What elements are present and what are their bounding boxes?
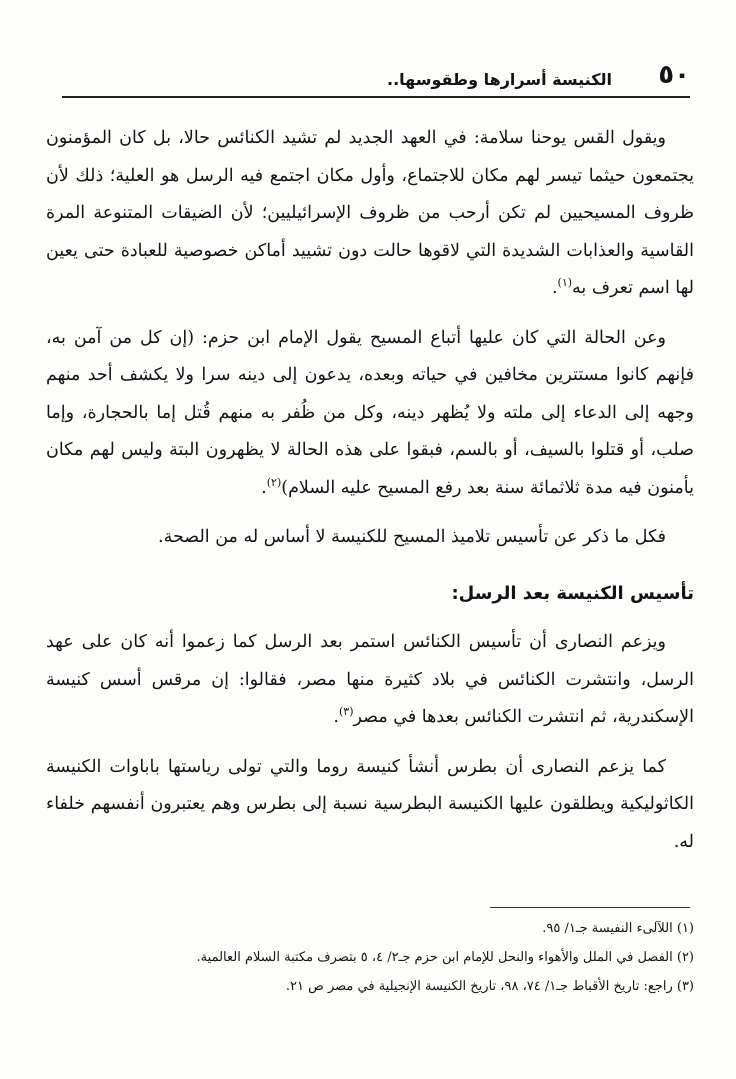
paragraph-2: وعن الحالة التي كان عليها أتباع المسيح يقول الإمام ابن حزم: (إن كل من آمن به، فإنهم كانوا مستترين مخافين في حياته وبعده، يدعون إلى دينه سرا ولا يكشف أحد منهم وجهه إلى الدعاء إلى ملته ولا يُظهر دينه، وكل من ظُفر به منهم قُتل إما بالحجارة، وإما صلب، أو قتلوا بالسيف، أو بالسم، فبقوا على هذه الحالة لا يظهرون البتة وليس لهم مكان يأمنون فيه مدة ثلاثمائة سنة بعد رفع المسيح عليه السلام)$^{(٢)}$. xyxy=(46,327,694,498)
footnote-ref-3: (٣) xyxy=(338,705,354,719)
paragraph-4-text: ويزعم النصارى أن تأسيس الكنائس استمر بعد الرسل كما زعموا أنه كان على عهد الرسل، وانتشرت الكنائس في بلاد كثيرة منها مصر، فقالوا: إن مرقس أسس كنيسة الإسكندرية، ثم انتشرت الكنائس بعدها في مصر xyxy=(46,632,694,727)
paragraph-4: ويزعم النصارى أن تأسيس الكنائس استمر بعد الرسل كما زعموا أنه كان على عهد الرسل، وانتشرت الكنائس في بلاد كثيرة منها مصر، فقالوا: إن مرقس أسس كنيسة الإسكندرية، ثم انتشرت الكنائس بعدها في مصر$^{(٣)}$. xyxy=(46,632,694,727)
paragraph-1-text: ويقول القس يوحنا سلامة: في العهد الجديد لم تشيد الكنائس حالا، بل كان المؤمنون يجتمعون حيثما تيسر لهم مكان للاجتماع، وأول مكان اجتمع فيه الرسل هو العلية؛ ذلك لأن ظروف المسيحيين لم تكن أرحب من ظروف الإسرائيليين؛ لأن الضيقات المتنوعة المرة القاسية والعذابات الشديدة التي لاقوها حالت دون تشييد أماكن خصوصية للعبادة حتى يعين لها اسم تعرف به xyxy=(46,128,694,298)
paragraph-2-text: وعن الحالة التي كان عليها أتباع المسيح يقول الإمام ابن حزم: (إن كل من آمن به، فإنهم كانوا مستترين مخافين في حياته وبعده، يدعون إلى دينه سرا ولا يكشف أحد منهم وجهه إلى الدعاء إلى ملته ولا يُظهر دينه، وكل من ظُفر به منهم قُتل إما بالحجارة، وإما صلب، أو قتلوا بالسيف، أو بالسم، فبقوا على هذه الحالة لا يظهرون البتة وليس لهم مكان يأمنون فيه مدة ثلاثمائة سنة بعد رفع المسيح عليه السلام) xyxy=(46,327,694,498)
header-rule xyxy=(62,96,690,98)
footnote-2: (٢) الفصل في الملل والأهواء والنحل للإمام ابن حزم جـ٢/ ٤، ٥ بتصرف مكتبة السلام العالمية. xyxy=(196,950,694,965)
footnote-3: (٣) راجع: تاريخ الأقباط جـ١/ ٧٤، ٩٨، تاريخ الكنيسة الإنجيلية في مصر ص ٢١. xyxy=(285,979,694,994)
paragraph-5: كما يزعم النصارى أن بطرس أنشأ كنيسة روما والتي تولى رياستها باباوات الكنيسة الكاثوليكية ويطلقون عليها الكنيسة البطرسية نسبة إلى بطرس وهم يعتبرون أنفسهم خلفاء له. xyxy=(46,756,694,852)
footnote-ref-2: (٢) xyxy=(266,475,282,489)
section-heading: تأسيس الكنيسة بعد الرسل: xyxy=(451,582,694,604)
body-text xyxy=(46,120,694,873)
footnotes xyxy=(46,914,694,1001)
footnote-rule xyxy=(490,907,690,908)
footnote-ref-1: (١) xyxy=(557,276,573,290)
running-title: الكنيسة أسرارها وطقوسها.. xyxy=(387,70,612,89)
page-number: ٥٠ xyxy=(658,60,690,90)
paragraph-3: فكل ما ذكر عن تأسيس تلاميذ المسيح للكنيسة لا أساس له من الصحة. xyxy=(158,527,666,547)
paragraph-1: ويقول القس يوحنا سلامة: في العهد الجديد لم تشيد الكنائس حالا، بل كان المؤمنون يجتمعون حيثما تيسر لهم مكان للاجتماع، وأول مكان اجتمع فيه الرسل هو العلية؛ ذلك لأن ظروف المسيحيين لم تكن أرحب من ظروف الإسرائيليين؛ لأن الضيقات المتنوعة المرة القاسية والعذابات الشديدة التي لاقوها حالت دون تشييد أماكن خصوصية للعبادة حتى يعين لها اسم تعرف به$^{(١)}$. xyxy=(46,128,694,298)
page-header xyxy=(62,58,690,100)
footnote-1: (١) اللآلىء النفيسة جـ١/ ٩٥. xyxy=(542,921,694,936)
